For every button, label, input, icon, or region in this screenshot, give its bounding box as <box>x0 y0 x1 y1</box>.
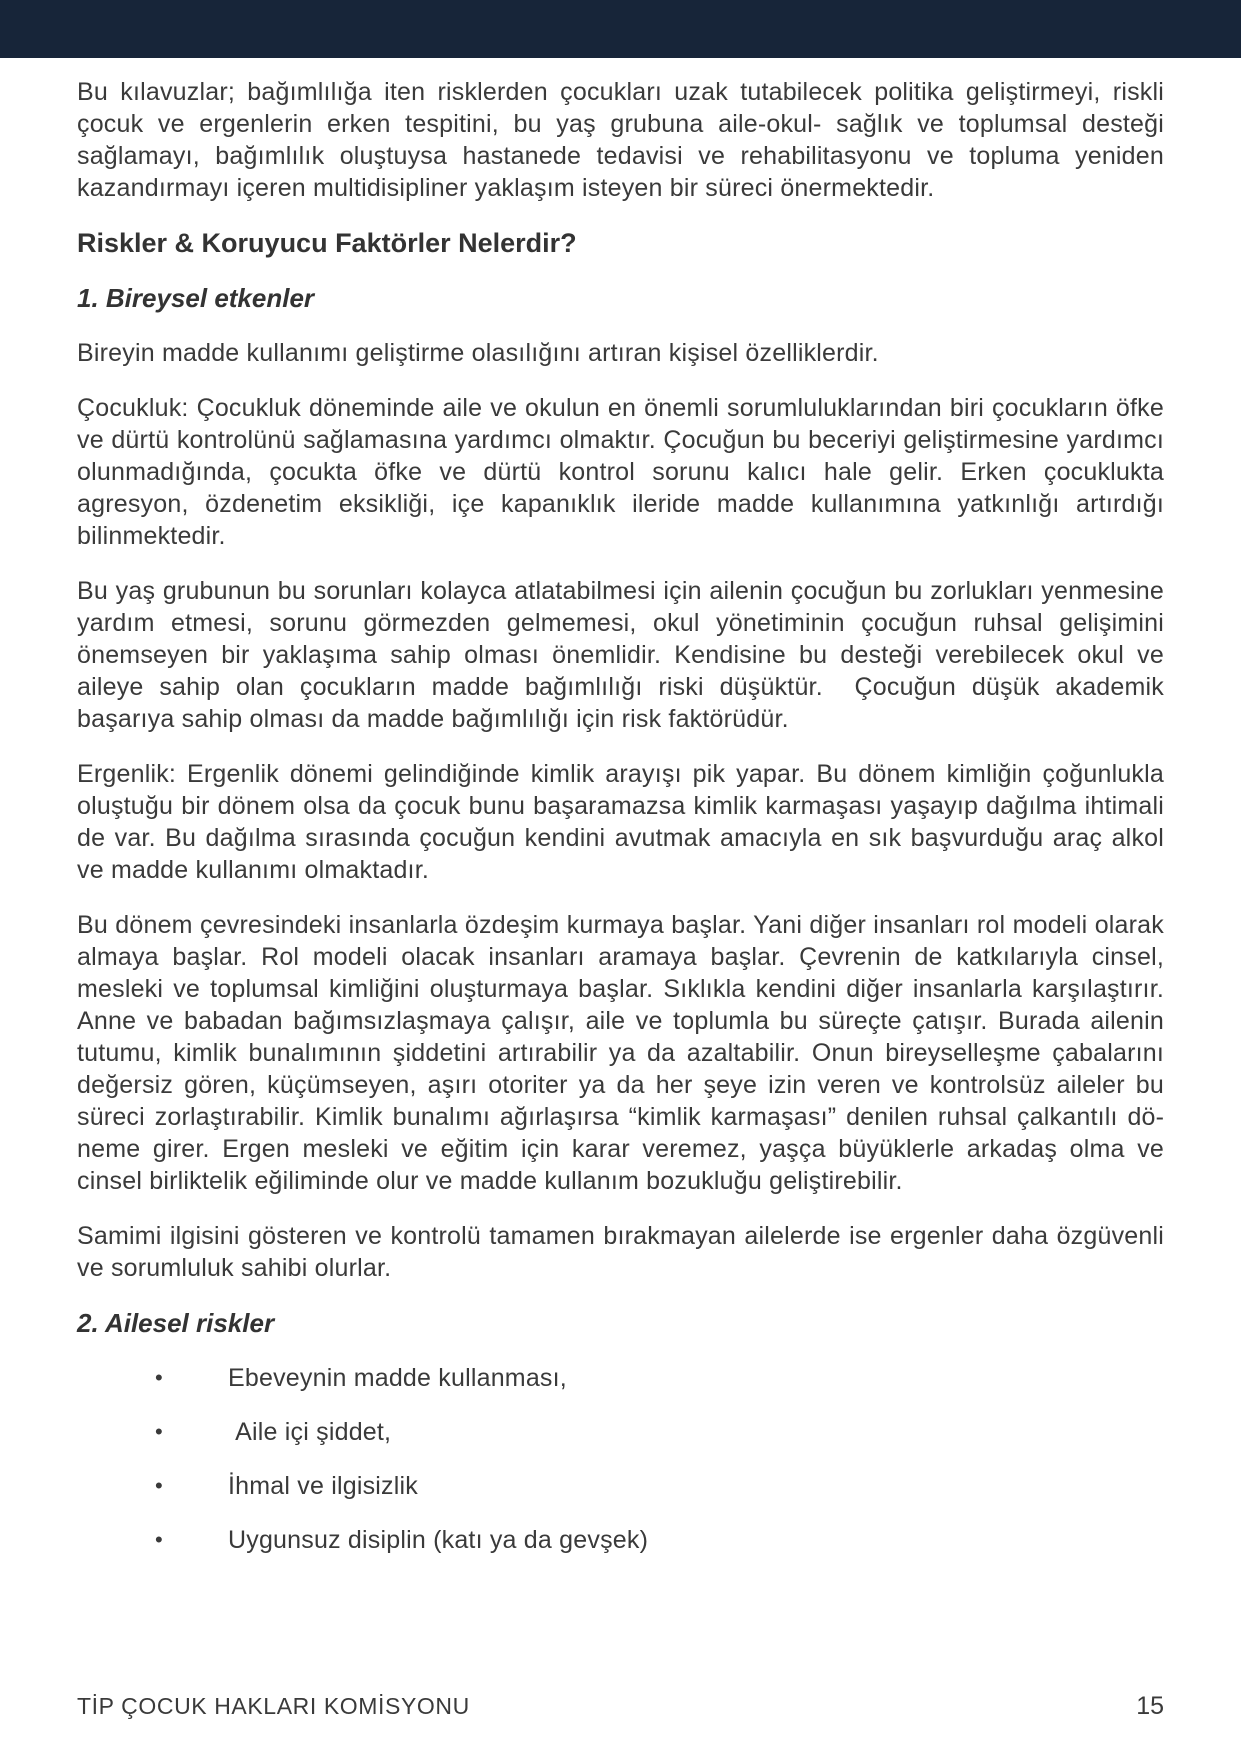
subsection-heading-ailesel: 2. Ailesel riskler <box>77 1308 275 1338</box>
subsection-heading-bireysel: 1. Bireysel etkenler <box>77 283 315 313</box>
bullet-icon: • <box>155 1473 163 1498</box>
footer-organization-label: TİP ÇOCUK HAKLARI KOMİSYONU <box>77 1693 470 1719</box>
list-item-label: Ebeveynin madde kullanması, <box>228 1364 567 1392</box>
intro-paragraph: Bu kılavuzlar; bağımlılığa iten risklerden çocukları uzak tutabilecek politika geliştirmeyi, riskli çocuk ve ergenlerin erken tespitini, bu yaş grubuna aile-okul- sağlık ve toplumsal desteği sağlamayı, bağımlılık oluştuysa hastanede tedavisi ve rehabilitasyonu ve topluma yeniden kazandırmayı içeren multidisipliner yaklaşım isteyen bir süreci önermektedir. <box>77 78 1164 202</box>
paragraph-samimi: Samimi ilgisini gösteren ve kontrolü tamamen bırakmayan ailelerde ise ergenler daha özgüvenli ve sorumluluk sahibi olurlar. <box>77 1222 1164 1282</box>
page-footer <box>77 1692 1164 1721</box>
list-item-label: İhmal ve ilgisizlik <box>228 1472 418 1500</box>
paragraph-bu-yas: Bu yaş grubunun bu sorunları kolayca atlatabilmesi için ailenin çocuğun bu zorlukları yenmesine yardım etmesi, sorunu görmezden gelmemesi, okul yönetiminin çocuğun ruhsal gelişimini önemseyen bir yaklaşıma sahip olması önemlidir. Kendisine bu desteği verebilecek okul ve aileye sahip olan çocukların madde bağımlılığı riski düşüktür. Çocuğun düşük akademik başarıya sahip olması da madde bağımlılığı için risk faktörüdür. <box>77 577 1164 733</box>
list-item-label: Uygunsuz disiplin (katı ya da gevşek) <box>228 1526 649 1554</box>
list-item <box>77 1416 1164 1448</box>
paragraph-bu-donem: Bu dönem çevresindeki insanlarla özdeşim kurmaya başlar. Yani diğer insanları rol modeli olarak almaya başlar. Rol modeli olacak insanları aramaya başlar. Çevrenin de katkılarıyla cinsel, mesleki ve toplumsal kimliğini oluşturmaya başlar. Sıklıkla kendini diğer insanlarla karşılaştırır. Anne ve babadan bağımsızlaşmaya çalışır, aile ve toplumla bu süreçte çatışır. Burada ailenin tutumu, kimlik bunalımının şiddetini artırabilir ya da azaltabilir. Onun bireyselleşme çabalarını değersiz gören, küçümseyen, aşırı otoriter ya da her şeye izin veren ve kontrolsüz aileler bu süreci zorlaştırabilir. Kimlik bunalımı ağırlaşırsa “kimlik karmaşası” denilen ruhsal çalkantılı döneme girer. Ergen mesleki ve eğitim için karar veremez, yaşça büyüklerle arkadaş olma ve cinsel birliktelik eğiliminde olur ve madde kullanım bozukluğu geliştirebilir. <box>77 911 1164 1195</box>
paragraph-bireysel-intro: Bireyin madde kullanımı geliştirme olasılığını artıran kişisel özelliklerdir. <box>77 339 879 367</box>
list-item <box>77 1524 1164 1556</box>
header-bar <box>0 0 1241 58</box>
list-item-label: Aile içi şiddet, <box>228 1418 392 1446</box>
bullet-icon: • <box>155 1365 163 1390</box>
paragraph-cocukluk: Çocukluk: Çocukluk döneminde aile ve okulun en önemli sorumluluklarından biri çocukların öfke ve dürtü kontrolünü sağlamasına yardımcı olmaktır. Çocuğun bu beceriyi geliştirmesine yardımcı olunmadığında, çocukta öfke ve dürtü kontrol sorunu kalıcı hale gelir. Erken çocuklukta agresyon, özdenetim eksikliği, içe kapanıklık ileride madde kullanımına yatkınlığı artırdığı bilinmektedir. <box>77 394 1164 550</box>
paragraph-ergenlik: Ergenlik: Ergenlik dönemi gelindiğinde kimlik arayışı pik yapar. Bu dönem kimliğin çoğunlukla oluştuğu bir dönem olsa da çocuk bunu başaramazsa kimlik karmaşası yaşayıp dağılma ihtimali de var. Bu dağılma sırasında çocuğun kendini avutmak amacıyla en sık başvurduğu araç alkol ve madde kullanımı olmaktadır. <box>77 760 1164 884</box>
bullet-icon: • <box>155 1527 163 1552</box>
list-item <box>77 1470 1164 1502</box>
page-content <box>0 58 1241 1556</box>
bullet-icon: • <box>155 1419 163 1444</box>
bullet-list <box>77 1362 1164 1556</box>
list-item <box>77 1362 1164 1394</box>
page-number: 15 <box>1136 1692 1164 1720</box>
section-heading-risk-factors: Riskler & Koruyucu Faktörler Nelerdir? <box>77 228 577 258</box>
